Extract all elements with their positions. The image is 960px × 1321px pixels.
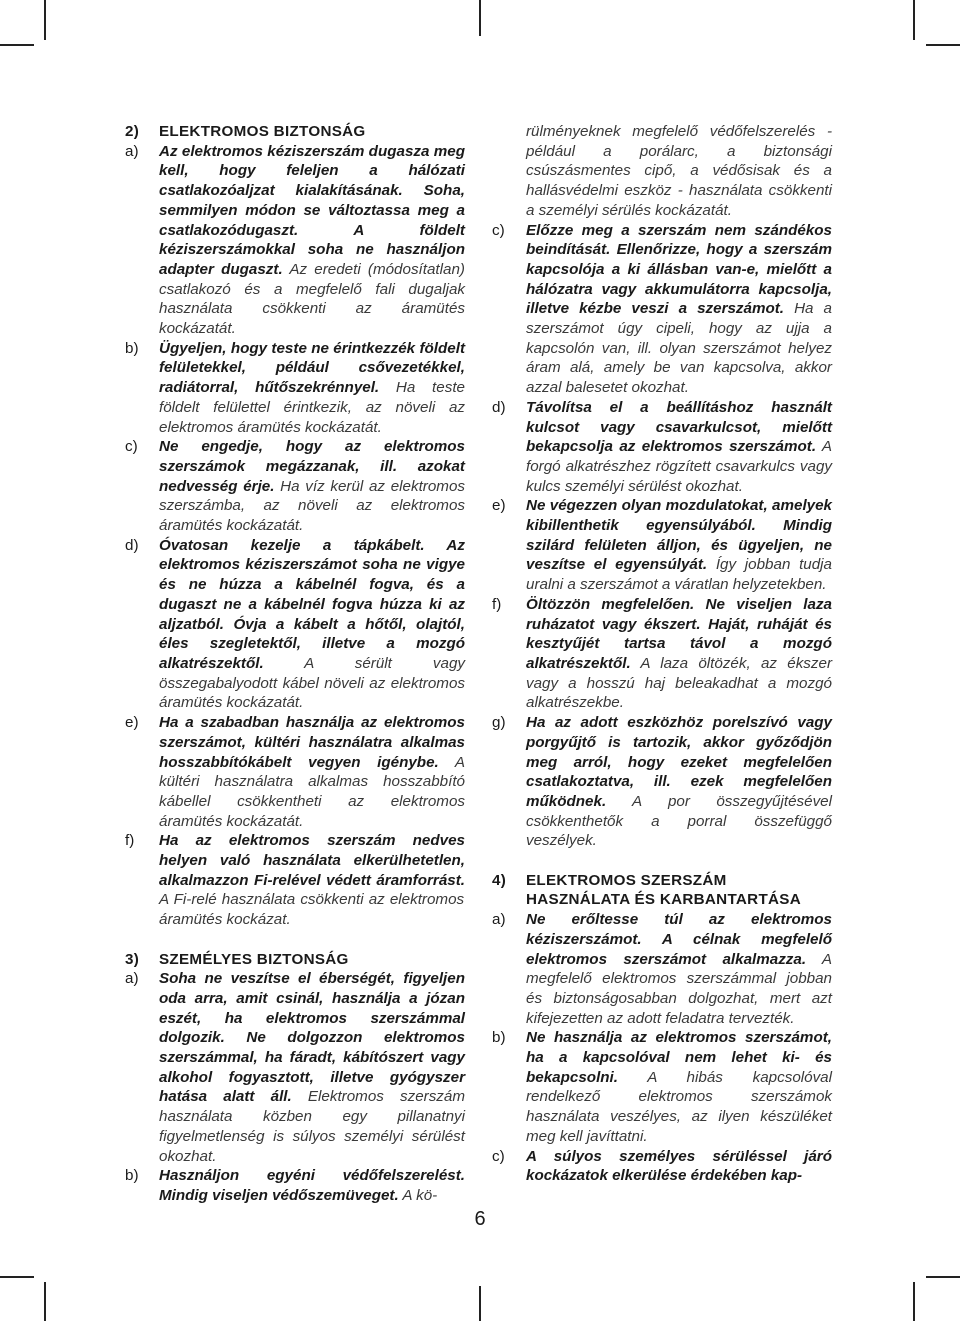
item-instruction: Előzze meg a szerszám nem szándékos beindítását. Ellenőrizze, hogy a szerszám kapcsolója a ki állásban van-e, mielőtt a hálózatra vagy akkumulátorra kapcsolja, illetve kézbe veszi a szerszámot. xyxy=(526,221,832,318)
item-instruction: Az elektromos kéziszerszám dugasza meg kell, hogy feleljen a hálózati csatlakozóaljzat kialakításának. Soha, semmilyen módon se változtassa meg a csatlakozódugaszt. A földelt kéziszerszámokkal soha ne használjon adapter dugaszt. xyxy=(159,142,465,278)
crop-mark-bottom-left xyxy=(44,1282,46,1321)
item-instruction: Ha a szabadban használja az elektromos szerszámot, kültéri használatra alkalmas hosszabbítókábelt vegyen igénybe. xyxy=(159,714,465,771)
item-instruction: Óvatosan kezelje a tápkábelt. Az elektromos kéziszerszámot soha ne vigye és ne húzza a kábelnél fogva, és a dugaszt ne a kábelnél fogva húzza ki az aljzatból. Óvja a kábelt a hőtől, olajtól, éles szegletektől, illetve a mozgó alkatrészektől. xyxy=(159,536,465,672)
section-heading xyxy=(125,950,465,970)
item-explanation: A hibás kapcsolóval rendelkező elektromos szerszámok használata veszélyes, az ilyen készüléket meg kell javíttatni. xyxy=(526,1068,832,1145)
item-instruction: Ne engedje, hogy az elektromos szerszámok megázzanak, ill. azokat nedvesség érje. xyxy=(159,438,465,495)
section-gap xyxy=(492,851,832,871)
list-item xyxy=(492,398,832,497)
item-explanation: Ha teste földelt felülettel érintkezik, az növeli az elektromos áramütés kockázatát. xyxy=(159,379,465,436)
item-instruction: Ne használja az elektromos szerszámot, ha a kapcsolóval nem lehet ki- és bekapcsolni. xyxy=(526,1029,832,1086)
item-letter: d) xyxy=(125,536,139,554)
list-item xyxy=(492,713,832,851)
item-letter: b) xyxy=(492,1029,506,1047)
section-title: SZEMÉLYES BIZTONSÁG xyxy=(159,950,349,968)
crop-mark-top-left xyxy=(44,0,46,40)
item-instruction: Ügyeljen, hogy teste ne érintkezzék földelt felületekkel, például csővezetékkel, radiátorral, hűtőszekrénnyel. xyxy=(159,339,465,397)
section-number: 3) xyxy=(125,950,140,968)
page-number: 6 xyxy=(474,1208,486,1230)
item-instruction: Használjon egyéni védőfelszerelést. Mindig viseljen védőszemüveget. xyxy=(159,1167,465,1204)
continued-paragraph xyxy=(492,122,832,221)
right-column xyxy=(492,122,832,1186)
item-explanation: A kö- xyxy=(398,1186,438,1204)
item-instruction: A súlyos személyes sérüléssel járó kockázatok elkerülése érdekében kap- xyxy=(526,1147,832,1185)
list-item xyxy=(492,910,832,1028)
item-letter: f) xyxy=(125,832,135,850)
list-item xyxy=(125,437,465,536)
section-title: ELEKTROMOS SZERSZÁM HASZNÁLATA ÉS KARBANTARTÁSA xyxy=(526,871,801,909)
list-item xyxy=(492,1147,832,1186)
item-letter: a) xyxy=(125,970,139,988)
item-explanation: A forgó alkatrészhez rögzített csavarkulcs vagy kulcs személyi sérülést okozhat. xyxy=(526,438,832,495)
item-letter: a) xyxy=(492,911,506,929)
item-explanation: Ha a szerszámot úgy cipeli, hogy az ujja a kapcsolón van, ill. olyan szerszámot helyez áram alá, amely be van kapcsolva, akkor azzal balesetet okozhat. xyxy=(526,300,832,397)
list-item xyxy=(125,142,465,339)
crop-mark-top-left-h xyxy=(0,44,34,46)
item-explanation: Így jobban tudja uralni a szerszámot a váratlan helyzetekben. xyxy=(526,556,833,594)
item-letter: d) xyxy=(492,398,506,416)
item-letter: b) xyxy=(125,339,139,357)
item-explanation: Elektromos szerszám használata közben egy pillanatnyi figyelmetlenség is súlyos személyi sérülést okozhat. xyxy=(159,1088,465,1165)
item-instruction: Öltözzön megfelelően. Ne viseljen laza ruházatot vagy ékszert. Haját, ruháját és kesztyűjét tartsa távol a mozgó alkatrészektől. xyxy=(526,595,832,672)
list-item xyxy=(492,1028,832,1146)
list-item xyxy=(492,496,832,595)
list-item xyxy=(492,221,832,398)
list-item xyxy=(125,831,465,930)
item-instruction: Ha az adott eszközhöz porelszívó vagy porgyűjtő is tartozik, akkor győződjön meg arról, hogy ezeket megfelelően csatlakoztatva, ill. ezek megfelelően működnek. xyxy=(526,714,832,810)
section-number: 4) xyxy=(492,871,507,889)
list-item xyxy=(125,339,465,438)
item-letter: f) xyxy=(492,595,502,613)
crop-mark-top-right-h xyxy=(926,44,960,46)
section-gap xyxy=(125,930,465,950)
item-letter: b) xyxy=(125,1167,139,1185)
crop-mark-bottom-left-h xyxy=(0,1276,34,1278)
crop-mark-bottom-center xyxy=(479,1286,481,1321)
item-letter: e) xyxy=(125,714,139,732)
section-number: 2) xyxy=(125,123,140,140)
item-explanation: A laza öltözék, az ékszer vagy a hosszú haj beleakadhat a mozgó alkatrészekbe. xyxy=(526,654,832,712)
item-instruction: Soha ne veszítse el éberségét, figyeljen oda arra, amit csinál, használja a józan eszét, ha elektromos szerszámmal dolgozik. Ne dolgozzon elektromos szerszámmal, ha fáradt, kábítószert vagy alkohol fogyasztott, illetve gyógyszer hatása alatt áll. xyxy=(159,970,465,1106)
item-explanation: A kültéri használatra alkalmas hosszabbító kábellel csökkentheti az elektromos áramütés kockázatát. xyxy=(159,753,465,830)
item-letter: c) xyxy=(125,438,138,456)
item-instruction: Ne végezzen olyan mozdulatokat, amelyek kibillenthetik egyensúlyából. Mindig szilárd felületen álljon, és ügyeljen, ne veszítse el egyensúlyát. xyxy=(526,497,832,574)
item-explanation: Ha víz kerül az elektromos szerszámba, az növeli az elektromos áramütés kockázatát. xyxy=(159,477,465,535)
section-heading xyxy=(492,871,832,910)
crop-mark-top-center xyxy=(479,0,481,36)
left-column xyxy=(125,122,465,1206)
item-instruction: Ne erőltesse túl az elektromos kéziszerszámot. A célnak megfelelő elektromos szerszámot alkalmazza. xyxy=(526,911,832,968)
item-explanation: rülményeknek megfelelő védőfelszerelés - például a porálarc, a biztonsági csúszásmentes cipő, a védősisak és a hallásvédelmi eszköz - használata csökkenti a személyi sérülés kockázatát. xyxy=(526,123,832,219)
item-instruction: Ha az elektromos szerszám nedves helyen való használata elkerülhetetlen, alkalmazzon Fi-relével védett áramforrást. xyxy=(159,832,465,889)
item-explanation: A megfelelő elektromos szerszámmal jobban és biztonságosabban dolgozhat, mert azt kifejezetten az adott feladatra tervezték. xyxy=(526,950,832,1027)
item-explanation: Az eredeti (módosítatlan) csatlakozó és a megfelelő fali dugaljak használata csökkenti az áramütés kockázatát. xyxy=(159,260,465,338)
item-letter: c) xyxy=(492,221,505,239)
list-item xyxy=(125,713,465,831)
item-explanation: A por összegyűjtésével csökkenthetők a porral összefüggő veszélyek. xyxy=(526,792,832,850)
crop-mark-bottom-right-h xyxy=(926,1276,960,1278)
item-letter: a) xyxy=(125,142,139,160)
item-explanation: A Fi-relé használata csökkenti az elektromos áramütés kockázat. xyxy=(159,891,465,929)
list-item xyxy=(125,969,465,1166)
list-item xyxy=(125,536,465,713)
list-item xyxy=(492,595,832,713)
item-letter: g) xyxy=(492,714,506,732)
item-letter: c) xyxy=(492,1147,505,1165)
section-title: ELEKTROMOS BIZTONSÁG xyxy=(159,123,366,140)
crop-mark-bottom-right xyxy=(913,1282,915,1321)
item-instruction: Távolítsa el a beállításhoz használt kulcsot vagy csavarkulcsot, mielőtt bekapcsolja az elektromos szerszámot. xyxy=(526,398,832,456)
item-letter: e) xyxy=(492,497,506,515)
list-item xyxy=(125,1166,465,1205)
item-explanation: A sérült vagy összegabalyodott kábel növeli az elektromos áramütés kockázatát. xyxy=(159,654,465,712)
crop-mark-top-right xyxy=(913,0,915,40)
section-heading xyxy=(125,122,465,142)
